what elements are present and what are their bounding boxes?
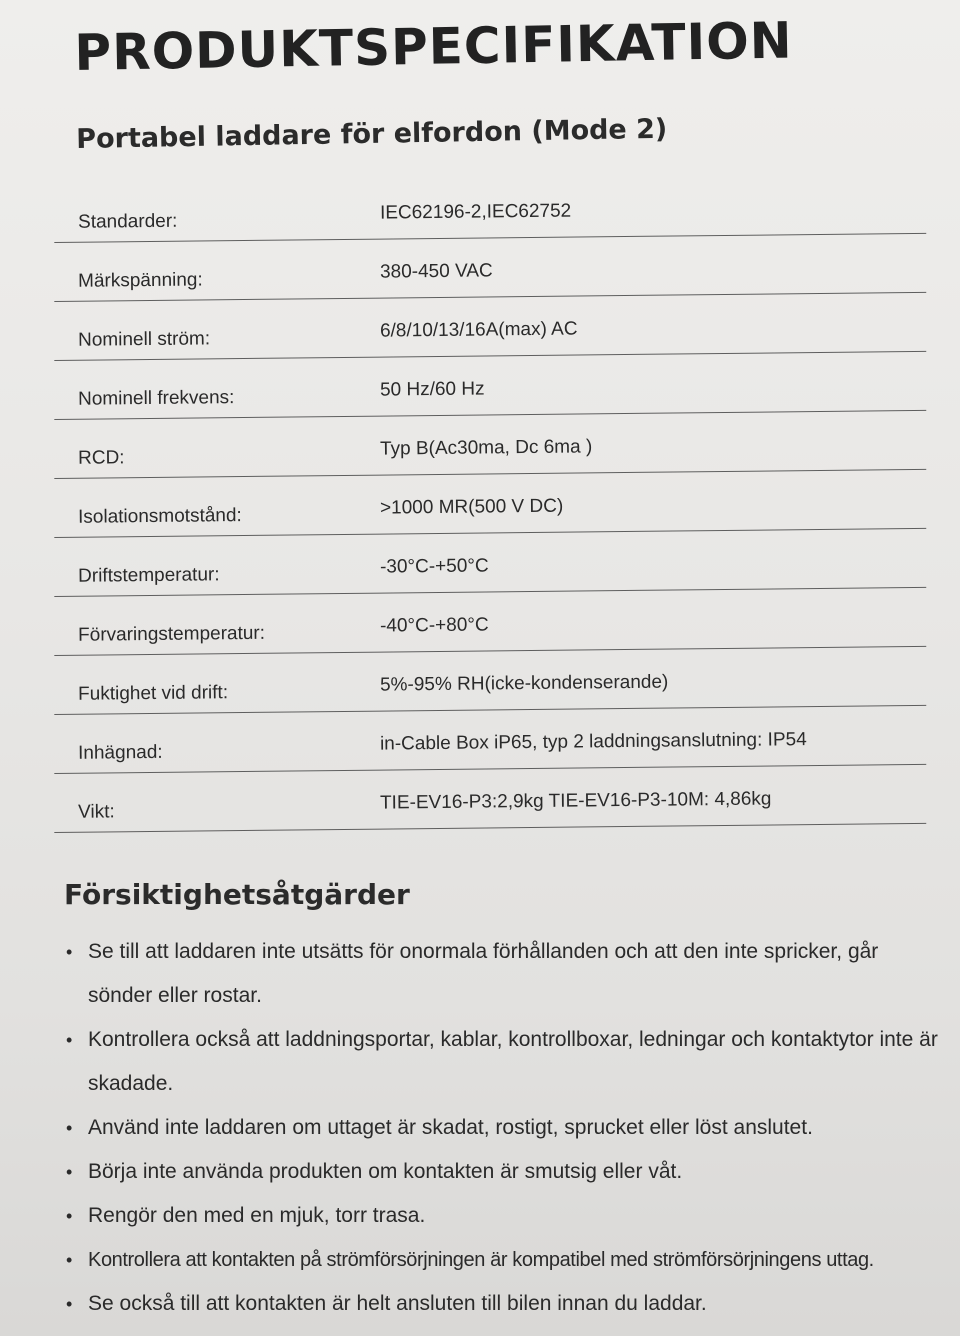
- spec-value: in-Cable Box iP65, typ 2 laddningsanslutning: IP54: [379, 729, 807, 755]
- caution-item: [64, 1238, 944, 1282]
- spec-label: Standarder:: [77, 210, 178, 233]
- bullet-icon: •: [66, 1250, 73, 1270]
- spec-label: Inhägnad:: [77, 741, 163, 764]
- spec-value: -40°C-+80°C: [379, 614, 489, 637]
- spec-row-rcd: [54, 411, 927, 479]
- spec-label: Isolationsmotstånd:: [77, 505, 242, 528]
- caution-text: Kontrollera att kontakten på strömförsörjningen är kompatibel med strömförsörjningens uttag.: [88, 1249, 874, 1271]
- spec-value: 6/8/10/13/16A(max) AC: [379, 318, 578, 342]
- spec-value: IEC62196-2,IEC62752: [379, 200, 572, 224]
- page-title: PRODUKTSPECIFIKATION: [74, 11, 794, 82]
- bullet-icon: •: [66, 1162, 73, 1182]
- bullet-icon: •: [66, 1206, 73, 1226]
- spec-label: Fuktighet vid drift:: [77, 682, 229, 705]
- spec-row-nominell-strom: [54, 293, 927, 361]
- cautions-list: [64, 930, 944, 1326]
- spec-label: Nominell ström:: [77, 328, 211, 351]
- caution-item: [64, 1194, 944, 1238]
- spec-row-driftstemperatur: [54, 529, 927, 597]
- caution-text: Se till att laddaren inte utsätts för onormala förhållanden och att den inte spricker, går sönder eller rostar.: [88, 940, 879, 1007]
- bullet-icon: •: [66, 942, 73, 962]
- caution-item: [64, 1150, 944, 1194]
- spec-row-vikt: [54, 765, 927, 833]
- caution-text: Använd inte laddaren om uttaget är skadat, rostigt, sprucket eller löst anslutet.: [88, 1116, 813, 1139]
- spec-label: Märkspänning:: [77, 269, 203, 292]
- caution-item: [64, 1018, 944, 1106]
- spec-label: Vikt:: [77, 801, 115, 823]
- caution-item: [64, 1106, 944, 1150]
- caution-item: [64, 1282, 944, 1326]
- spec-value: >1000 MR(500 V DC): [379, 495, 564, 519]
- cautions-heading: Försiktighetsåtgärder: [64, 878, 410, 911]
- spec-value: 50 Hz/60 Hz: [379, 378, 485, 401]
- page-subtitle: Portabel laddare för elfordon (Mode 2): [76, 113, 668, 155]
- spec-value: TIE-EV16-P3:2,9kg TIE-EV16-P3-10M: 4,86kg: [379, 788, 772, 814]
- spec-row-isolationsmotstand: [54, 470, 927, 538]
- spec-label: Driftstemperatur:: [77, 564, 220, 587]
- spec-row-forvaringstemperatur: [54, 588, 927, 656]
- bullet-icon: •: [66, 1294, 73, 1314]
- caution-text: Kontrollera också att laddningsportar, kablar, kontrollboxar, ledningar och kontaktytor inte är skadade.: [88, 1028, 938, 1095]
- spec-value: 380-450 VAC: [379, 260, 493, 283]
- spec-value: Typ B(Ac30ma, Dc 6ma ): [379, 436, 593, 460]
- spec-table: [54, 184, 926, 833]
- spec-label: Förvaringstemperatur:: [77, 622, 266, 646]
- bullet-icon: •: [66, 1118, 73, 1138]
- caution-text: Börja inte använda produkten om kontakten är smutsig eller våt.: [88, 1160, 683, 1183]
- spec-label: Nominell frekvens:: [77, 387, 235, 410]
- bullet-icon: •: [66, 1030, 73, 1050]
- spec-label: RCD:: [77, 447, 125, 469]
- spec-row-standarder: [54, 175, 927, 243]
- caution-item: [64, 930, 944, 1018]
- spec-value: -30°C-+50°C: [379, 555, 489, 578]
- spec-value: 5%-95% RH(icke-kondenserande): [379, 671, 669, 696]
- caution-text: Se också till att kontakten är helt ansluten till bilen innan du laddar.: [88, 1292, 707, 1315]
- spec-row-inhagnad: [54, 706, 927, 774]
- spec-row-markspanning: [54, 234, 927, 302]
- spec-row-fuktighet: [54, 647, 927, 715]
- caution-text: Rengör den med en mjuk, torr trasa.: [88, 1204, 426, 1227]
- spec-row-nominell-frekvens: [54, 352, 927, 420]
